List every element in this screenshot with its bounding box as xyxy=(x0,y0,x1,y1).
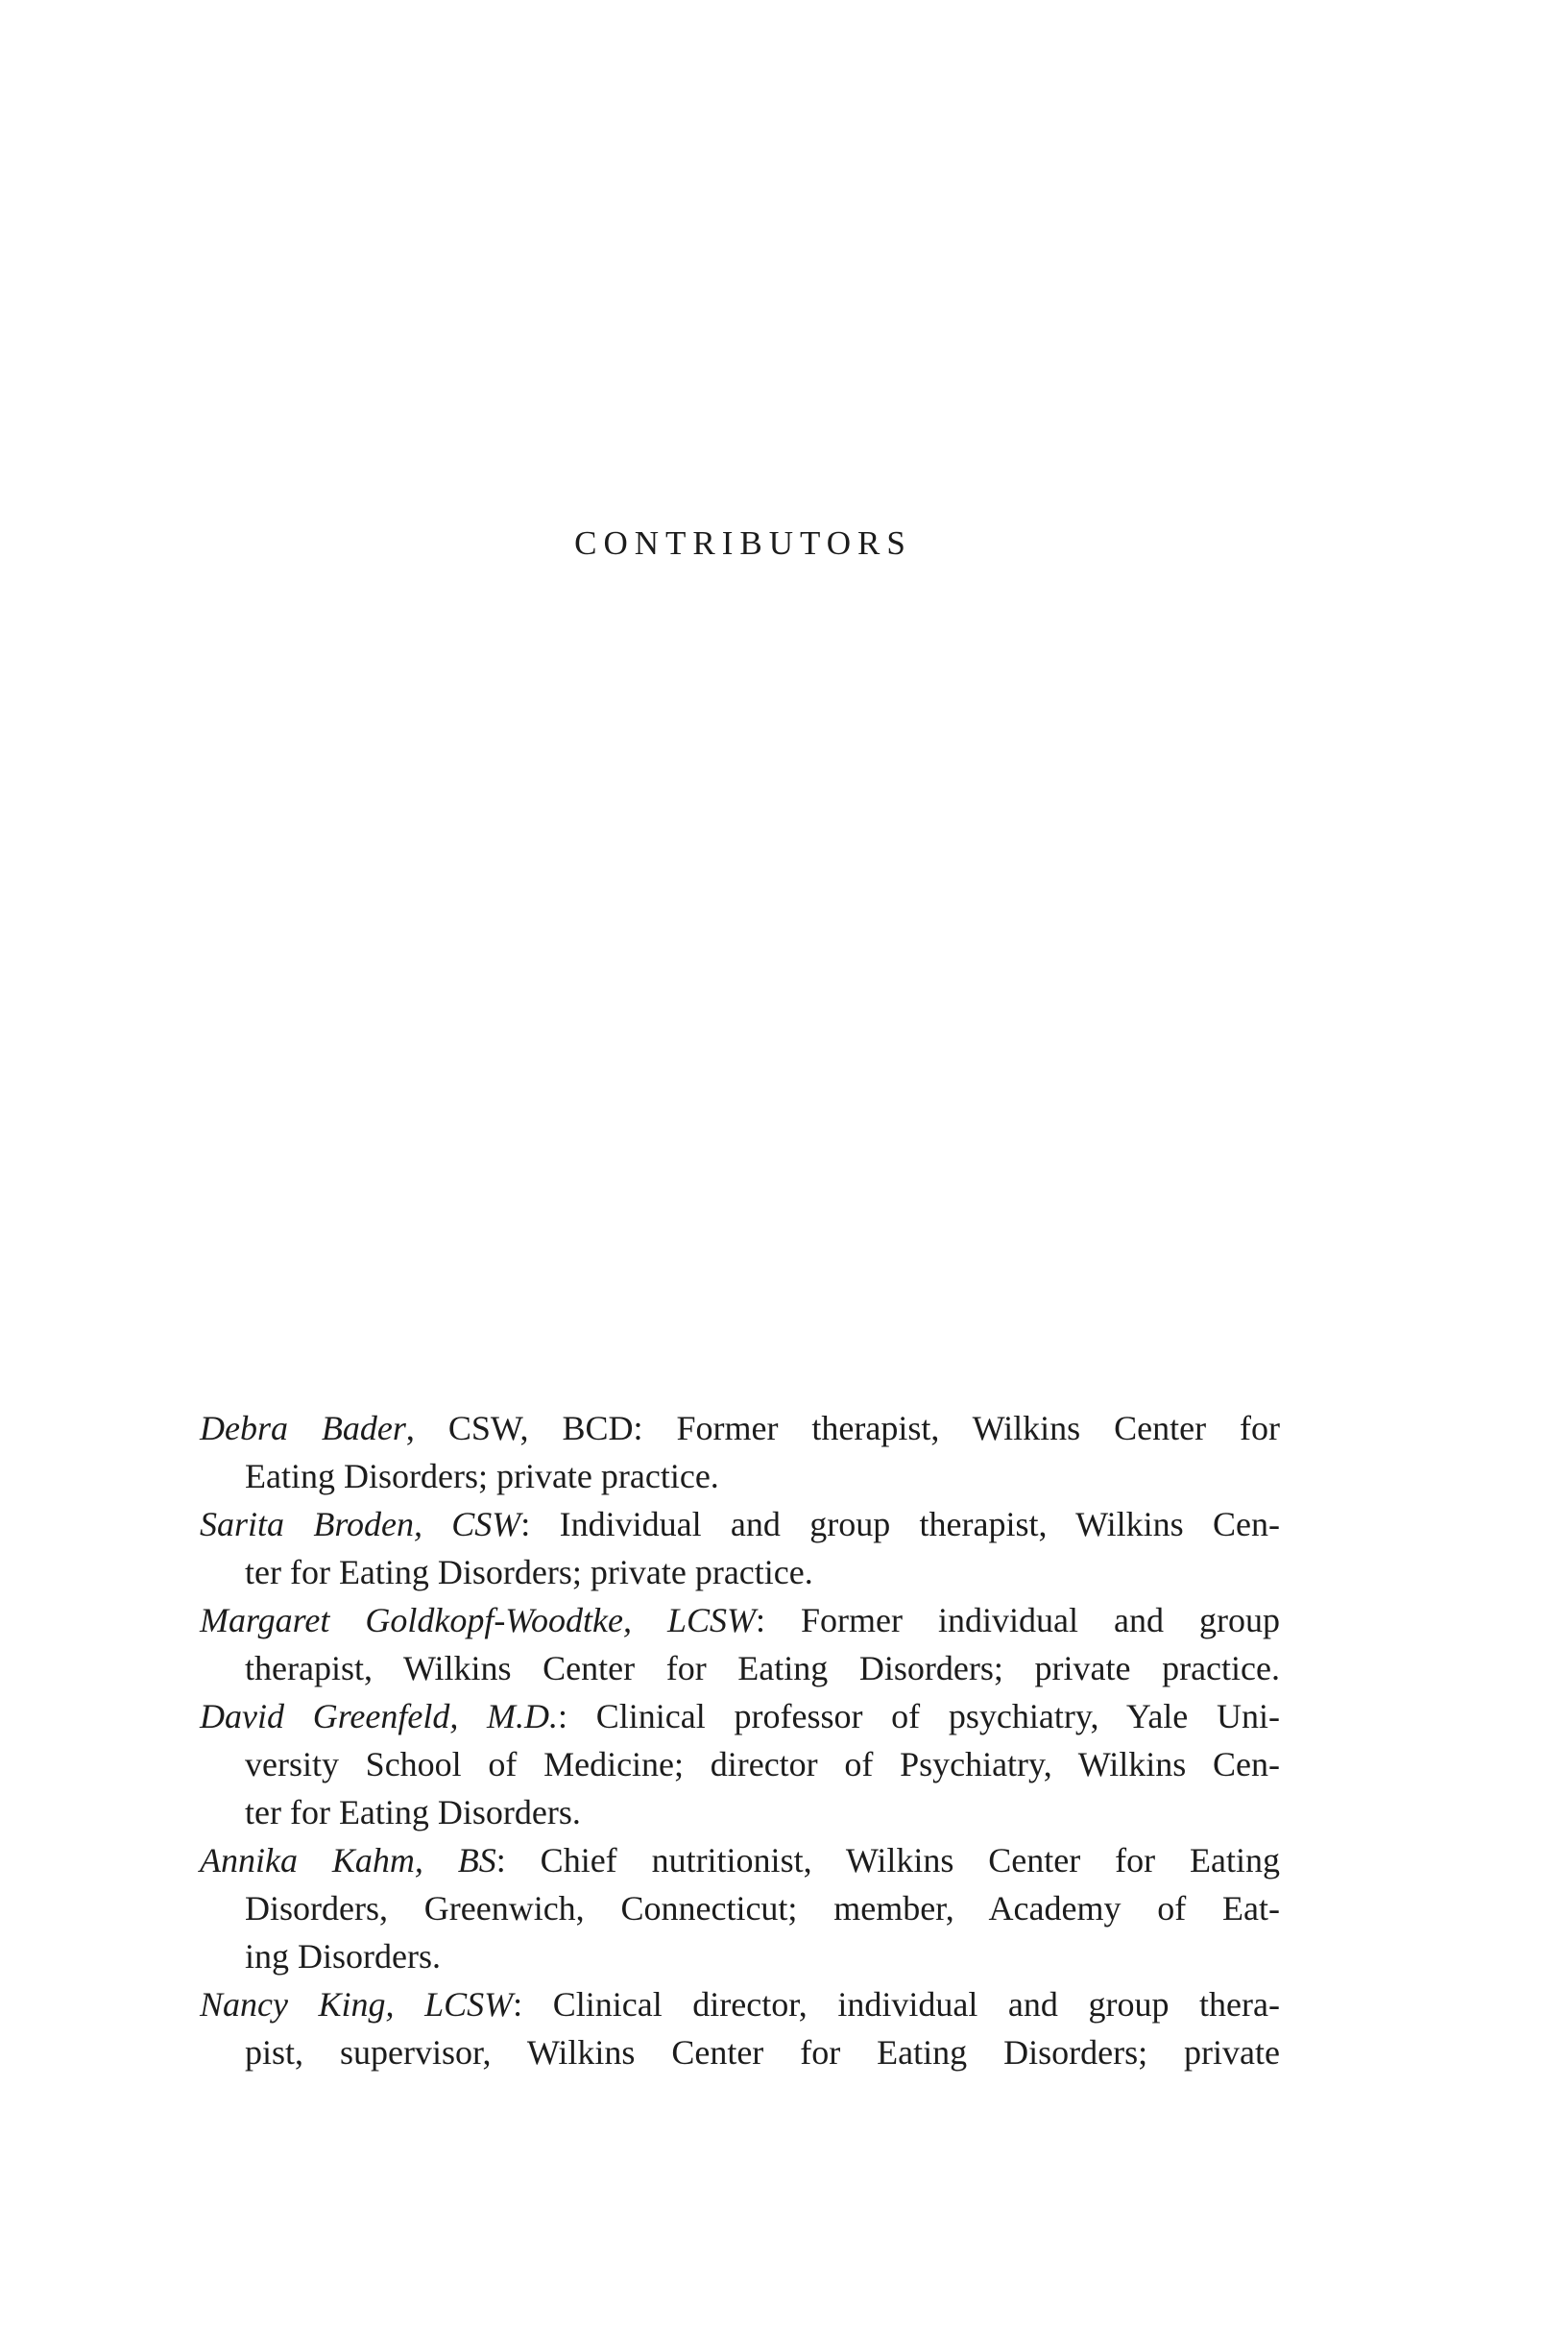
entry-text: pist, supervisor, Wilkins Center for Eating Disorders; private xyxy=(245,2033,1280,2072)
text-line xyxy=(200,1932,1280,1980)
entry-text: ter for Eating Disorders. xyxy=(245,1793,581,1831)
entry-text: : Clinical professor of psychiatry, Yale Uni- xyxy=(558,1697,1280,1735)
entry-text: : Chief nutritionist, Wilkins Center for Eating xyxy=(495,1841,1280,1879)
contributor-name: Debra Bader xyxy=(200,1409,406,1447)
entry-text: ter for Eating Disorders; private practice. xyxy=(245,1553,813,1591)
contributor-entry xyxy=(200,1692,1280,1836)
contributor-name: Annika Kahm, BS xyxy=(200,1841,496,1879)
contributor-entry xyxy=(200,1404,1280,1500)
contributor-name: Margaret Goldkopf-Woodtke, LCSW xyxy=(200,1601,756,1639)
entry-text: : Individual and group therapist, Wilkins Cen- xyxy=(520,1505,1280,1543)
text-line xyxy=(200,1788,1280,1836)
text-line xyxy=(200,1692,1280,1740)
text-line xyxy=(200,1500,1280,1548)
text-line xyxy=(200,1836,1280,1884)
contributor-entry xyxy=(200,1836,1280,1980)
text-line xyxy=(200,1884,1280,1932)
text-line xyxy=(200,1980,1280,2028)
contributor-name: Nancy King, LCSW xyxy=(200,1985,514,2024)
entry-text: Eating Disorders; private practice. xyxy=(245,1457,719,1495)
text-line xyxy=(200,1404,1280,1452)
entry-text: Disorders, Greenwich, Connecticut; member, Academy of Eat- xyxy=(245,1889,1280,1928)
contributor-entry xyxy=(200,1596,1280,1692)
text-line xyxy=(200,1596,1280,1644)
entry-text: , CSW, BCD: Former therapist, Wilkins Center for xyxy=(405,1409,1280,1447)
text-line xyxy=(200,1452,1280,1500)
text-line xyxy=(200,1740,1280,1788)
contributor-name: David Greenfeld, M.D. xyxy=(200,1697,559,1735)
entry-text: therapist, Wilkins Center for Eating Disorders; private practice. xyxy=(245,1649,1280,1687)
contributors-list xyxy=(200,1404,1280,2076)
entry-text: ing Disorders. xyxy=(245,1937,441,1976)
text-line xyxy=(200,2028,1280,2076)
contributor-entry xyxy=(200,1980,1280,2076)
contributor-name: Sarita Broden, CSW xyxy=(200,1505,521,1543)
entry-text: : Clinical director, individual and group thera- xyxy=(513,1985,1280,2024)
page-title: CONTRIBUTORS xyxy=(574,524,912,562)
entry-text: versity School of Medicine; director of Psychiatry, Wilkins Cen- xyxy=(245,1745,1280,1783)
text-line xyxy=(200,1548,1280,1596)
entry-text: : Former individual and group xyxy=(756,1601,1281,1639)
contributor-entry xyxy=(200,1500,1280,1596)
text-line xyxy=(200,1644,1280,1692)
